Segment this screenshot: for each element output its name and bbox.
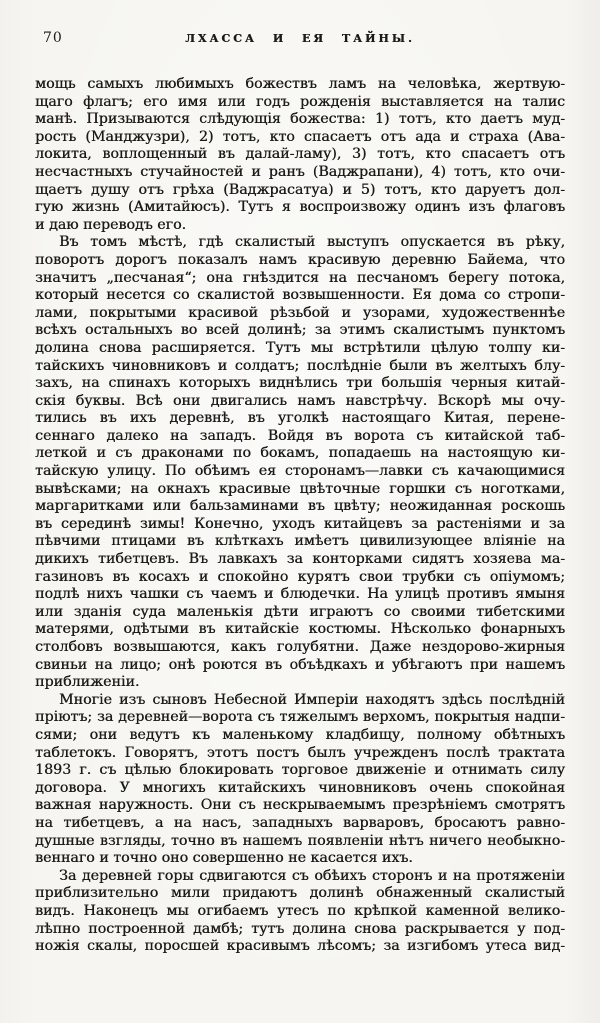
- text-line: пѣвчими птицами въ клѣткахъ имѣетъ цивилизующее вліяніе на: [35, 533, 565, 550]
- text-line: таблетокъ. Говорятъ, этотъ постъ былъ учрежденъ послѣ трактата: [35, 744, 565, 761]
- text-line: захъ, на спинахъ которыхъ виднѣлись три большія черныя китай-: [35, 375, 565, 392]
- text-line: договора. У многихъ китайскихъ чиновниковъ очень спокойная: [35, 779, 565, 796]
- text-line: значитъ „песчаная“; она гнѣздится на песчаномъ берегу потока,: [35, 269, 565, 286]
- text-line: душные взгляды, точно въ нашемъ появленіи нѣтъ ничего необыкно-: [35, 832, 565, 849]
- text-line: или зданія суда маленькія дѣти играютъ со своими тибетскими: [35, 603, 565, 620]
- text-line: видъ. Наконецъ мы огибаемъ утесъ по крѣпкой каменной велико-: [35, 902, 565, 919]
- text-line: вывѣсками; на окнахъ красивые цвѣточные горшки съ ноготками,: [35, 480, 565, 497]
- page-header: [35, 30, 565, 48]
- running-title: ЛХАССА И ЕЯ ТАЙНЫ.: [185, 32, 415, 45]
- paragraph: [35, 868, 565, 956]
- paragraph: [35, 76, 565, 234]
- text-line: свиньи на лицо; онѣ роются въ объѣдкахъ и убѣгаютъ при нашемъ: [35, 656, 565, 673]
- text-line: тайскую улицу. По обѣимъ ея сторонамъ—лавки съ качающимися: [35, 463, 565, 480]
- text-line: всѣхъ остальныхъ во всей долинѣ; за этимъ скалистымъ пунктомъ: [35, 322, 565, 339]
- text-line: За деревней горы сдвигаются съ обѣихъ сторонъ и на протяженіи: [59, 867, 565, 884]
- text-line: сеннаго далеко на западъ. Войдя въ ворота съ китайской таб-: [35, 427, 565, 444]
- text-line: и даю переводъ его.: [35, 216, 187, 233]
- text-line: пріютъ; за деревней—ворота съ тяжелымъ верхомъ, покрытыя надпи-: [35, 709, 565, 726]
- text-line: веннаго и точно оно совершенно не касается ихъ.: [35, 850, 413, 867]
- text-line: въ серединѣ зимы! Конечно, уходъ китайцевъ за растеніями и за: [35, 515, 565, 532]
- text-line: Въ томъ мѣстѣ, гдѣ скалистый выступъ опускается въ рѣку,: [59, 234, 565, 251]
- text-line: маргаритками или бальзаминами въ цвѣту; неожиданная роскошь: [35, 498, 565, 515]
- text-line: скія буквы. Всѣ они двигались намъ навстрѣчу. Вскорѣ мы очу-: [35, 392, 565, 409]
- text-line: тайскихъ чиновниковъ и солдатъ; послѣдніе были въ желтыхъ блу-: [35, 357, 565, 374]
- text-line: подлѣ нихъ чашки съ чаемъ и блюдечки. На улицѣ противъ ямыня: [35, 586, 565, 603]
- text-line: долина снова расширяется. Тутъ мы встрѣтили цѣлую толпу ки-: [35, 339, 565, 356]
- text-line: тились въ ихъ деревнѣ, въ уголкѣ настоящаго Китая, перене-: [35, 410, 565, 427]
- text-line: лѣпно построенной дамбѣ; тутъ долина снова раскрывается у под-: [35, 920, 565, 937]
- text-line: матерями, одѣтыми въ китайскіе костюмы. Нѣсколько фонарныхъ: [35, 621, 565, 638]
- text-line: дикихъ тибетцевъ. Въ лавкахъ за конторками сидятъ хозяева ма-: [35, 551, 565, 568]
- paragraph: [35, 234, 565, 691]
- text-block: [35, 76, 565, 956]
- text-line: рость (Манджузри), 2) тотъ, кто спасаетъ отъ ада и страха (Ава-: [35, 128, 565, 145]
- text-line: несчастныхъ стучайностей и ранъ (Ваджрапани), 4) тотъ, кто очи-: [35, 163, 565, 180]
- text-line: который несется со скалистой возвышенности. Ея дома со стропи-: [35, 287, 565, 304]
- text-line: приближеніи.: [35, 674, 140, 691]
- text-line: щаетъ душу отъ грѣха (Ваджрасатуа) и 5) тотъ, кто даруетъ дол-: [35, 181, 565, 198]
- text-line: поворотъ дорогъ показалъ намъ красивую деревню Байема, что: [35, 251, 565, 268]
- text-line: щаго флагъ; его имя или годъ рожденія выставляется на талис: [35, 93, 565, 110]
- text-line: важная наружность. Они съ нескрываемымъ презрѣніемъ смотрятъ: [35, 797, 565, 814]
- text-line: лами, покрытыми красивой рѣзьбой и узорами, художественнѣе: [35, 304, 565, 321]
- text-line: леткой и съ драконами по бокамъ, попадаешь на настоящую ки-: [35, 445, 565, 462]
- text-line: манѣ. Призываются слѣдующія божества: 1) тотъ, кто даетъ муд-: [35, 111, 565, 128]
- paragraph: [35, 692, 565, 868]
- page-number: 70: [43, 30, 63, 46]
- text-line: ножія скалы, поросшей красивымъ лѣсомъ; за изгибомъ утеса вид-: [35, 938, 565, 955]
- text-line: мощь самыхъ любимыхъ божествъ ламъ на человѣка, жертвую-: [35, 76, 565, 92]
- text-line: сями; они ведутъ къ маленькому кладбищу, полному обѣтныхъ: [35, 726, 565, 743]
- text-line: на тибетцевъ, а на насъ, западныхъ варваровъ, бросаютъ равно-: [35, 814, 565, 831]
- text-line: гую жизнь (Амитайюсъ). Тутъ я воспроизвожу одинъ изъ флаговъ: [35, 199, 565, 216]
- text-line: газиновъ въ косахъ и спокойно курятъ свои трубки съ опіумомъ;: [35, 568, 565, 585]
- text-line: Многіе изъ сыновъ Небесной Имперіи находятъ здѣсь послѣдній: [59, 691, 565, 708]
- text-line: 1893 г. съ цѣлью блокировать торговое движеніе и отнимать силу: [35, 762, 565, 779]
- text-line: приблизительно мили придаютъ долинѣ обнаженный скалистый: [35, 885, 565, 902]
- text-line: локита, воплощенный въ далай-ламу), 3) тотъ, кто спасаетъ отъ: [35, 146, 565, 163]
- text-line: столбовъ возвышаются, какъ голубятни. Даже нездорово-жирныя: [35, 639, 565, 655]
